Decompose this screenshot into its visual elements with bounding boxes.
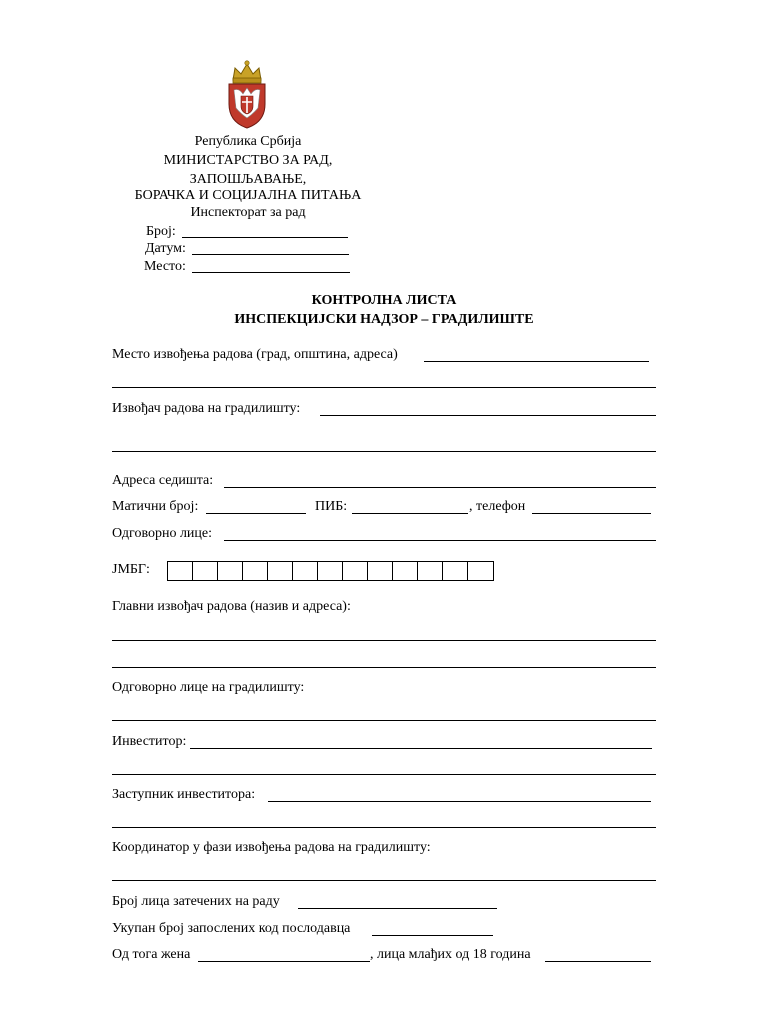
coordinator-field[interactable] [112,880,656,881]
investor-field-2[interactable] [112,774,656,775]
ministry-line-1: МИНИСТАРСТВО ЗА РАД, [163,153,333,168]
jmbg-digit-cell[interactable] [343,562,368,580]
hq-address-label: Адреса седишта: [112,473,214,488]
work-location-field-2[interactable] [112,387,656,388]
work-location-field[interactable] [424,361,649,362]
contractor-field[interactable] [320,415,656,416]
jmbg-label: ЈМБГ: [112,562,150,577]
date-field[interactable] [192,254,349,255]
reg-number-label: Матични број: [112,499,199,514]
jmbg-digit-cell[interactable] [243,562,268,580]
investor-label: Инвеститор: [112,734,187,749]
jmbg-digit-cell[interactable] [418,562,443,580]
responsible-person-label: Одговорно лице: [112,526,213,541]
main-contractor-field[interactable] [112,640,656,641]
jmbg-digit-cell[interactable] [443,562,468,580]
jmbg-digit-cell[interactable] [268,562,293,580]
number-field[interactable] [182,237,348,238]
document-subtitle: ИНСПЕКЦИЈСКИ НАДЗОР – ГРАДИЛИШТЕ [234,312,534,327]
phone-label: , телефон [469,499,526,514]
place-field[interactable] [192,272,350,273]
jmbg-digit-cell[interactable] [318,562,343,580]
total-employees-label: Укупан број запослених код послодавца [112,921,351,936]
investor-rep-field-2[interactable] [112,827,656,828]
number-label: Број: [146,224,176,239]
country-name: Република Србија [194,134,302,149]
workers-found-field[interactable] [298,908,497,909]
phone-field[interactable] [532,513,651,514]
ministry-line-3: БОРАЧКА И СОЦИЈАЛНА ПИТАЊА [134,188,362,203]
site-responsible-label: Одговорно лице на градилишту: [112,680,305,695]
main-contractor-label: Главни извођач радова (назив и адреса): [112,599,351,614]
pib-label: ПИБ: [315,499,348,514]
coat-of-arms-icon [225,58,269,130]
jmbg-digit-cell[interactable] [468,562,493,580]
place-label: Место: [144,259,186,274]
contractor-field-2[interactable] [112,451,656,452]
reg-number-field[interactable] [206,513,306,514]
responsible-person-field[interactable] [224,540,656,541]
coordinator-label: Координатор у фази извођења радова на градилишту: [112,840,431,855]
date-label: Датум: [145,241,186,256]
workers-found-label: Број лица затечених на раду [112,894,280,909]
ministry-line-2: ЗАПОШЉАВАЊЕ, [189,172,307,187]
main-contractor-field-2[interactable] [112,667,656,668]
jmbg-digit-cell[interactable] [193,562,218,580]
contractor-label: Извођач радова на градилишту: [112,401,301,416]
total-employees-field[interactable] [372,935,493,936]
work-location-label: Место извођења радова (град, општина, адреса) [112,347,398,362]
jmbg-digit-cell[interactable] [168,562,193,580]
women-field[interactable] [198,961,370,962]
jmbg-digit-cell[interactable] [393,562,418,580]
inspectorate-name: Инспекторат за рад [190,205,306,220]
investor-rep-field[interactable] [268,801,651,802]
pib-field[interactable] [352,513,468,514]
jmbg-digit-cell[interactable] [293,562,318,580]
investor-rep-label: Заступник инвеститора: [112,787,256,802]
under-18-field[interactable] [545,961,651,962]
investor-field[interactable] [190,748,652,749]
jmbg-digit-cell[interactable] [218,562,243,580]
site-responsible-field[interactable] [112,720,656,721]
women-label: Од тога жена [112,947,191,962]
jmbg-input[interactable] [167,561,494,581]
jmbg-digit-cell[interactable] [368,562,393,580]
hq-address-field[interactable] [224,487,656,488]
document-title: КОНТРОЛНА ЛИСТА [311,293,457,308]
under-18-label: , лица млађих од 18 година [370,947,531,962]
